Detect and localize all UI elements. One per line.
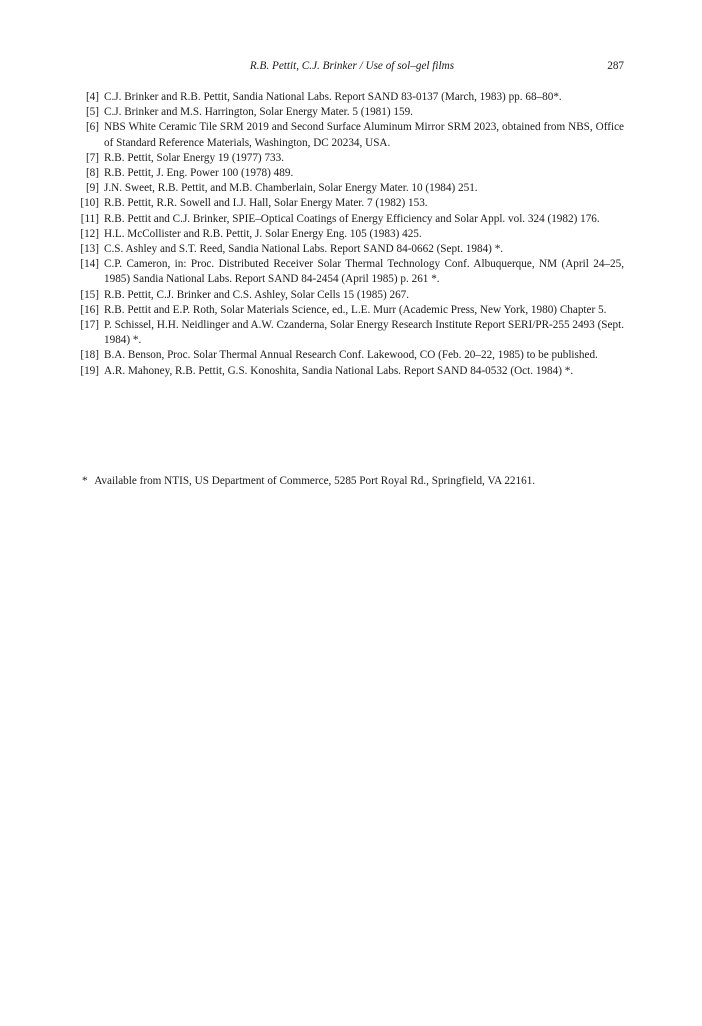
reference-text: C.P. Cameron, in: Proc. Distributed Receiver Solar Thermal Technology Conf. Albuquerque, NM (April 24–25, 1985) Sandia National Labs. Report SAND 84-2454 (April 1985) p. 261 *. [104, 258, 624, 286]
reference-item [76, 288, 624, 303]
reference-text: J.N. Sweet, R.B. Pettit, and M.B. Chamberlain, Solar Energy Mater. 10 (1984) 251. [104, 182, 478, 195]
reference-number: [16] [80, 303, 99, 316]
reference-number: [13] [80, 243, 99, 256]
reference-number: [18] [80, 349, 99, 362]
reference-item [76, 90, 624, 105]
reference-item [76, 105, 624, 120]
reference-text: A.R. Mahoney, R.B. Pettit, G.S. Konoshita, Sandia National Labs. Report SAND 84-0532 (Oct. 1984) *. [104, 364, 574, 377]
reference-text: C.J. Brinker and M.S. Harrington, Solar Energy Mater. 5 (1981) 159. [104, 106, 413, 119]
reference-item [76, 166, 624, 181]
reference-item [76, 227, 624, 242]
reference-text: H.L. McCollister and R.B. Pettit, J. Solar Energy Eng. 105 (1983) 425. [104, 227, 422, 240]
reference-text: B.A. Benson, Proc. Solar Thermal Annual Research Conf. Lakewood, CO (Feb. 20–22, 1985) to be published. [104, 349, 598, 362]
reference-item [76, 303, 624, 318]
footnote-text: Available from NTIS, US Department of Commerce, 5285 Port Royal Rd., Springfield, VA 22161. [94, 475, 536, 487]
reference-item [76, 364, 624, 379]
reference-number: [19] [80, 364, 99, 377]
running-title: R.B. Pettit, C.J. Brinker / Use of sol–gel films [249, 60, 455, 72]
reference-list [76, 90, 624, 379]
reference-number: [7] [85, 151, 99, 164]
reference-item [76, 242, 624, 257]
reference-item [76, 257, 624, 287]
reference-item [76, 212, 624, 227]
reference-number: [12] [80, 227, 99, 240]
reference-number: [17] [80, 319, 99, 332]
reference-number: [8] [85, 167, 99, 180]
reference-text: P. Schissel, H.H. Neidlinger and A.W. Czanderna, Solar Energy Research Institute Report SERI/PR-255 2493 (Sept. 1984) *. [104, 319, 624, 347]
reference-item [76, 348, 624, 363]
footnote [82, 474, 624, 489]
reference-item [76, 181, 624, 196]
reference-item [76, 318, 624, 348]
reference-number: [15] [80, 288, 99, 301]
reference-number: [11] [80, 212, 99, 225]
reference-item [76, 151, 624, 166]
page-number: 287 [607, 60, 624, 72]
reference-item [76, 196, 624, 211]
reference-text: R.B. Pettit and C.J. Brinker, SPIE–Optical Coatings of Energy Efficiency and Solar Appl. vol. 324 (1982) 176. [104, 212, 600, 225]
reference-item [76, 120, 624, 150]
reference-text: NBS White Ceramic Tile SRM 2019 and Second Surface Aluminum Mirror SRM 2023, obtained from NBS, Office of Standard Reference Materials, Washington, DC 20234, USA. [104, 121, 624, 149]
reference-text: R.B. Pettit and E.P. Roth, Solar Materials Science, ed., L.E. Murr (Academic Press, New York, 1980) Chapter 5. [104, 303, 607, 316]
reference-number: [5] [85, 106, 99, 119]
reference-number: [6] [85, 121, 99, 134]
reference-text: R.B. Pettit, J. Eng. Power 100 (1978) 489. [104, 167, 294, 180]
reference-number: [14] [80, 258, 99, 271]
reference-text: C.S. Ashley and S.T. Reed, Sandia National Labs. Report SAND 84-0662 (Sept. 1984) *. [104, 243, 504, 256]
reference-text: R.B. Pettit, Solar Energy 19 (1977) 733. [104, 151, 285, 164]
running-head [80, 58, 624, 74]
footnote-marker: * [82, 475, 88, 487]
reference-text: R.B. Pettit, R.R. Sowell and I.J. Hall, Solar Energy Mater. 7 (1982) 153. [104, 197, 428, 210]
reference-number: [9] [85, 182, 99, 195]
reference-number: [10] [80, 197, 99, 210]
reference-text: R.B. Pettit, C.J. Brinker and C.S. Ashley, Solar Cells 15 (1985) 267. [104, 288, 410, 301]
reference-text: C.J. Brinker and R.B. Pettit, Sandia National Labs. Report SAND 83-0137 (March, 1983) pp. 68–80*. [104, 91, 562, 103]
reference-number: [4] [85, 91, 99, 103]
